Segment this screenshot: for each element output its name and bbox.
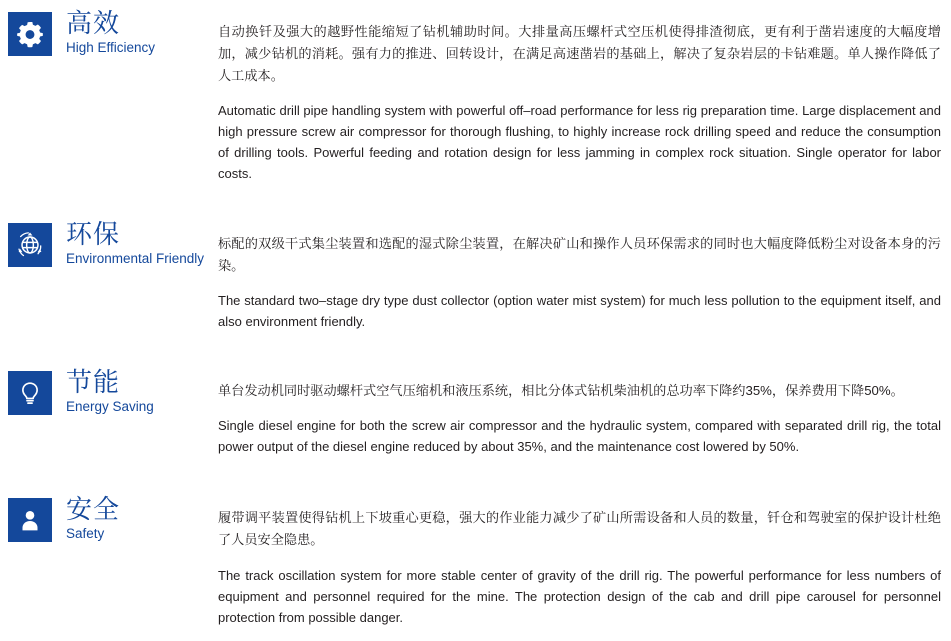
- feature-block-energy-saving: [0, 345, 951, 470]
- feature-text-cn: 履带调平装置使得钻机上下坡重心更稳，强大的作业能力减少了矿山所需设备和人员的数量，钎仓和驾驶室的保护设计杜绝了人员安全隐患。: [218, 510, 941, 548]
- feature-heading-group: [0, 8, 218, 56]
- feature-heading-group: [0, 219, 218, 267]
- feature-text-en: The track oscillation system for more stable center of gravity of the drill rig. The powerful performance for less numbers of equipment and personnel required for the mine. The protection design of the cab and drill pipe carousel for personnel protection from possible danger.: [218, 567, 941, 625]
- feature-block-safety: [0, 470, 951, 640]
- feature-title-cn: 安全: [66, 494, 121, 525]
- feature-body: [218, 219, 951, 344]
- gear-icon: [8, 12, 52, 56]
- feature-text-cn: 自动换钎及强大的越野性能缩短了钻机辅助时间。大排量高压螺杆式空压机使得排渣彻底，更有利于凿岩速度的大幅度增加，减少钻机的消耗。强有力的推进、回转设计，在满足高速凿岩的基础上，解决了复杂岩层的卡钻难题。单人操作降低了人工成本。: [218, 24, 941, 84]
- feature-title-en: Energy Saving: [66, 398, 154, 414]
- lightbulb-icon: [8, 371, 52, 415]
- feature-titles: [52, 494, 120, 542]
- feature-body: [218, 8, 951, 197]
- feature-title-en: Environmental Friendly: [66, 251, 205, 267]
- feature-text-cn: 单台发动机同时驱动螺杆式空气压缩机和液压系统，相比分体式钻机柴油机的总功率下降约35%，保养费用下降50%。: [218, 382, 904, 398]
- feature-title-cn: 高效: [66, 8, 121, 38]
- feature-heading-group: [0, 367, 218, 415]
- globe-recycle-icon: [8, 223, 52, 267]
- feature-titles: [52, 8, 155, 56]
- feature-titles: [52, 219, 204, 267]
- feature-body: [218, 494, 951, 640]
- feature-titles: [52, 367, 154, 415]
- feature-text-en: Single diesel engine for both the screw air compressor and the hydraulic system, compared with separated drill rig, the total power output of the diesel engine reduced by about 35%, and the maintenance cost lowered by 50%.: [218, 418, 941, 455]
- feature-title-en: Safety: [66, 526, 105, 542]
- feature-title-cn: 节能: [66, 366, 121, 397]
- feature-title-en: High Efficiency: [66, 40, 156, 55]
- feature-heading-group: [0, 494, 218, 542]
- feature-body: [218, 367, 951, 470]
- person-icon: [8, 498, 52, 542]
- feature-block-environmental-friendly: [0, 197, 951, 344]
- feature-text-en: Automatic drill pipe handling system with powerful off–road performance for less rig preparation time. Large displacement and high pressure screw air compressor for thorough flushing, to highly increase rock drilling speed and reduce the consumption of drilling tools. Powerful feeding and rotation design for less jamming in complex rock situation. Single operator for labor costs.: [218, 103, 941, 182]
- feature-block-high-efficiency: [0, 0, 951, 197]
- feature-text-cn: 标配的双级干式集尘装置和选配的湿式除尘装置，在解决矿山和操作人员环保需求的同时也大幅度降低粉尘对设备本身的污染。: [218, 235, 941, 273]
- feature-title-cn: 环保: [66, 219, 121, 250]
- feature-text-en: The standard two–stage dry type dust collector (option water mist system) for much less pollution to the equipment itself, and also environment friendly.: [218, 292, 941, 329]
